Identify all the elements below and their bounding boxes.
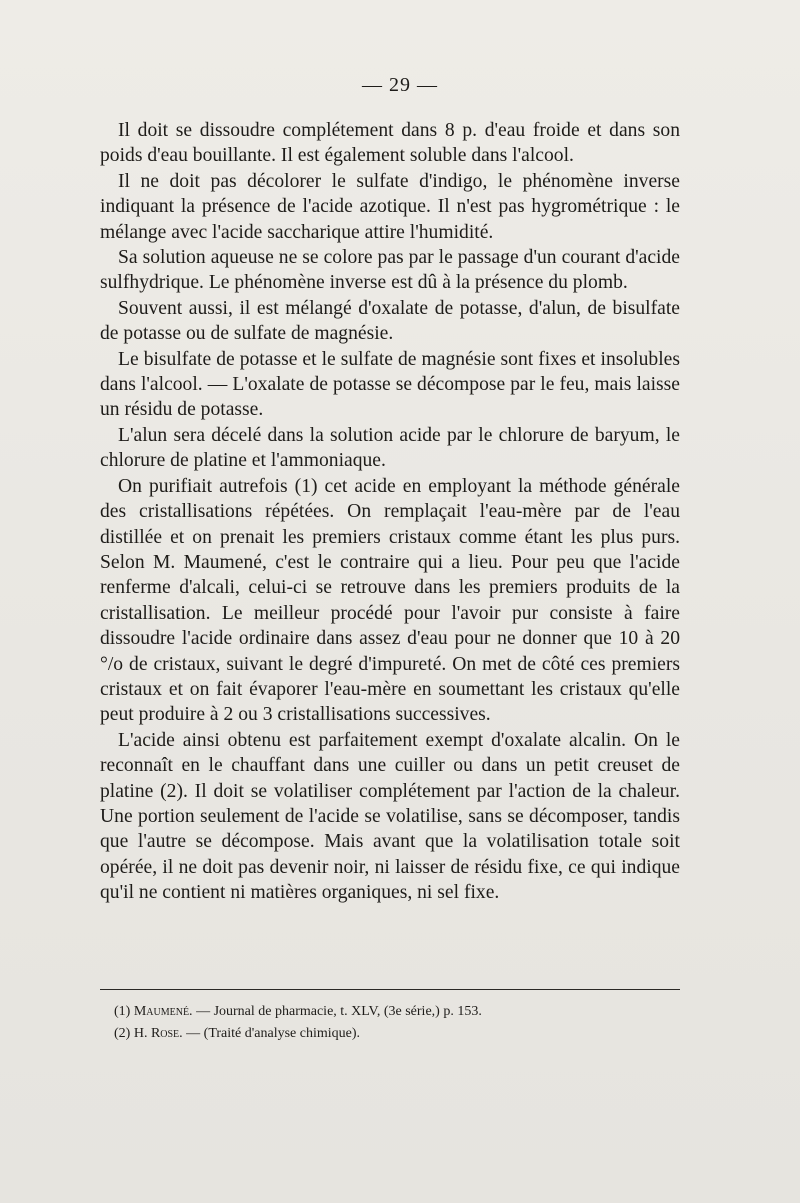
paragraph-purity-test: L'acide ainsi obtenu est parfaitement exempt d'oxalate alcalin. On le reconnaît en le chauffant dans une cuiller ou dans un petit creuset de platine (2). Il doit se volatiliser complétement par l'action de la chaleur. Une portion seulement de l'acide se volatilise, sans se décomposer, tandis que l'autre se décompose. Mais avant que la volatilisation totale soit opérée, il ne doit pas devenir noir, ni laisser de résidu fixe, ce qui indique qu'il ne contient ni matières organiques, ni sel fixe. (100, 729, 680, 904)
footnote-divider (100, 989, 680, 990)
paragraph-sulfhydric-test: Sa solution aqueuse ne se colore pas par le passage d'un courant d'acide sulfhydrique. Le phénomène inverse est dû à la présence du plomb. (100, 247, 680, 294)
paragraph-bisulfate: Le bisulfate de potasse et le sulfate de magnésie sont fixes et insolubles dans l'alcool. — L'oxalate de potasse se décompose par le feu, mais laisse un résidu de potasse. (100, 348, 680, 421)
paragraph-adulterants: Souvent aussi, il est mélangé d'oxalate de potasse, d'alun, de bisulfate de potasse ou de sulfate de magnésie. (100, 297, 680, 345)
footnote-author: Maumené. (133, 1004, 193, 1019)
footnote-text: — (Traité d'analyse chimique). (186, 1026, 361, 1041)
footnote-mark: (2) (114, 1026, 131, 1041)
footnote (114, 1023, 674, 1045)
paragraph-indigo-test: Il ne doit pas décolorer le sulfate d'indigo, le phénomène inverse indiquant la présence de l'acide azotique. Il n'est pas hygrométrique : le mélange avec l'acide saccharique attire l'humidité. (100, 170, 680, 243)
footnotes (114, 1001, 674, 1045)
footnote-author: H. Rose. (133, 1026, 183, 1041)
paragraph-solubility: Il doit se dissoudre complétement dans 8 p. d'eau froide et dans son poids d'eau bouillante. Il est également soluble dans l'alcool. (100, 120, 680, 167)
footnote-text: — Journal de pharmacie, t. XLV, (3e série,) p. 153. (196, 1004, 482, 1019)
paragraph-alum: L'alun sera décelé dans la solution acide par le chlorure de baryum, le chlorure de platine et l'ammoniaque. (100, 424, 680, 472)
paragraph-purification: On purifiait autrefois (1) cet acide en employant la méthode générale des cristallisations répétées. On remplaçait l'eau-mère par de l'eau distillée et on prenait les premiers cristaux comme étant les plus purs. Selon M. Maumené, c'est le contraire qui a lieu. Pour peu que l'acide renferme d'alcali, celui-ci se retrouve dans les premiers produits de la cristallisation. Le meilleur procédé pour l'avoir pur consiste à faire dissoudre l'acide ordinaire dans assez d'eau pour ne donner que 10 à 20 °/o de cristaux, suivant le degré d'impureté. On met de côté ces premiers cristaux et on fait évaporer l'eau-mère en soumettant les cristaux qu'elle peut produire à 2 ou 3 cristallisations successives. (100, 475, 680, 726)
footnote-mark: (1) (114, 1004, 131, 1019)
page-number: — 29 — (362, 74, 438, 96)
body-text (100, 118, 680, 906)
footnote (114, 1001, 674, 1023)
